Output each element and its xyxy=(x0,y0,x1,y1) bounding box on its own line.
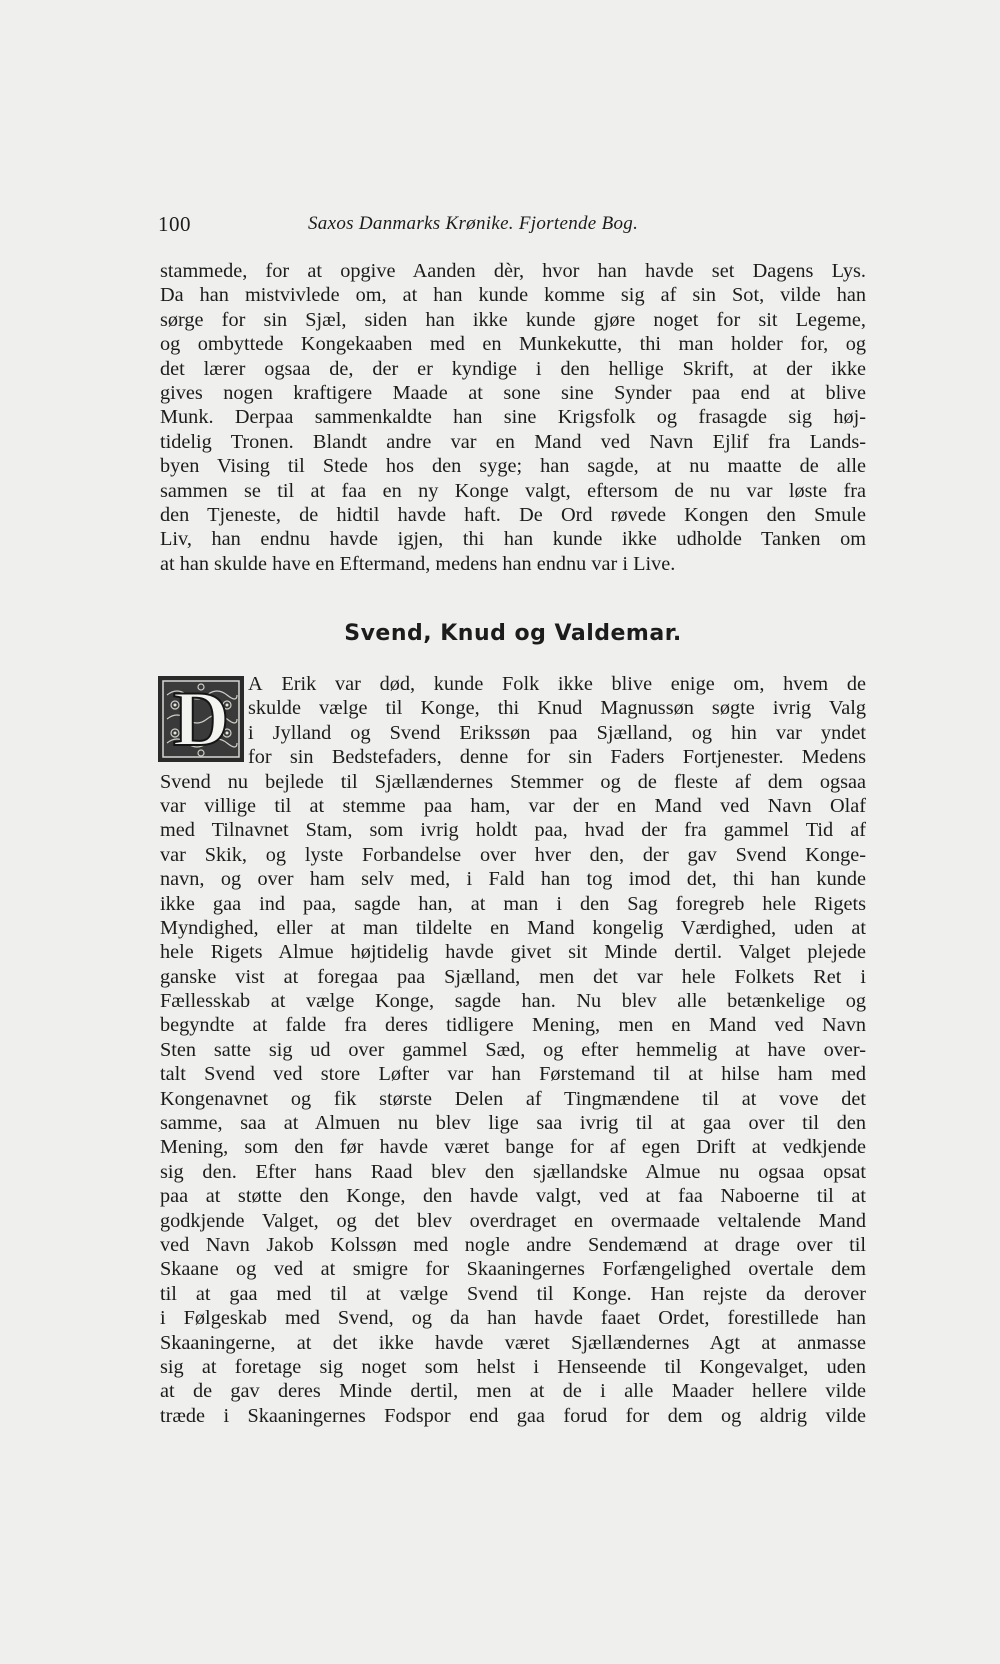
text-line: sig at foretage sig noget som helst i Henseende til Kongevalget, uden xyxy=(160,1355,866,1378)
text-line: Liv, han endnu havde igjen, thi han kunde ikke udholde Tanken om xyxy=(160,528,866,551)
text-line: hele Rigets Almue højtidelig havde givet sit Minde dertil. Valget plejede xyxy=(160,941,866,964)
text-line: paa at støtte den Konge, den havde valgt, ved at faa Naboerne til at xyxy=(160,1185,866,1208)
text-line: var villige til at stemme paa ham, var der en Mand ved Navn Olaf xyxy=(160,794,866,817)
running-head: Saxos Danmarks Krønike. Fjortende Bog. xyxy=(308,213,639,234)
text-line: Fællesskab at vælge Konge, sagde han. Nu blev alle betænkelige og xyxy=(160,990,866,1013)
text-line: tidelig Tronen. Blandt andre var en Mand ved Navn Ejlif fra Lands- xyxy=(160,430,866,453)
page-header xyxy=(158,212,868,242)
text-line: at han skulde have en Eftermand, medens han endnu var i Live. xyxy=(160,552,676,575)
text-line: navn, og over ham selv med, i Fald han tog imod det, thi han kunde xyxy=(160,868,866,891)
text-line: ganske vist at foregaa paa Sjælland, men det var hele Folkets Ret i xyxy=(160,965,866,988)
text-line: ikke gaa ind paa, sagde han, at man i den Sag foregreb hele Rigets xyxy=(160,892,866,915)
text-line: til at gaa med til at vælge Svend til Konge. Han rejste da derover xyxy=(160,1282,866,1305)
text-line: Kongenavnet og fik største Delen af Tingmændene til at vove det xyxy=(160,1087,866,1110)
text-line: træde i Skaaningernes Fodspor end gaa forud for dem og aldrig vilde xyxy=(160,1404,866,1427)
text-line: samme, saa at Almuen nu blev lige saa ivrig til at gaa over til den xyxy=(160,1112,866,1135)
text-line: var Skik, og lyste Forbandelse over hver den, der gav Svend Konge- xyxy=(160,843,866,866)
paragraph-2 xyxy=(160,672,866,1428)
text-line: og ombyttede Kongekaaben med en Munkekutte, thi man holder for, og xyxy=(160,333,866,356)
text-line: byen Vising til Stede hos den syge; han sagde, at nu maatte de alle xyxy=(160,455,866,478)
text-line: stammede, for at opgive Aanden dèr, hvor han havde set Dagens Lys. xyxy=(160,260,866,282)
text-line: begyndte at falde fra deres tidligere Mening, men en Mand ved Navn xyxy=(160,1014,866,1037)
text-line: ved Navn Jakob Kolssøn med nogle andre Sendemænd at drage over til xyxy=(160,1233,866,1256)
text-line: Da han mistvivlede om, at han kunde komme sig af sin Sot, vilde han xyxy=(160,284,866,307)
text-line: Sten satte sig ud over gammel Sæd, og efter hemmelig at have over- xyxy=(160,1038,866,1061)
text-line: skulde vælge til Konge, thi Knud Magnussøn søgte ivrig Valg xyxy=(248,697,866,720)
text-line: Mening, som den før havde været bange for af egen Drift at vedkjende xyxy=(160,1136,866,1159)
text-line: at de gav deres Minde dertil, men at de i alle Maader hellere vilde xyxy=(160,1380,866,1403)
text-line: sørge for sin Sjæl, siden han ikke kunde gjøre noget for sit Legeme, xyxy=(160,308,866,331)
text-line: med Tilnavnet Stam, som ivrig holdt paa, hvad der fra gammel Tid af xyxy=(160,819,866,842)
text-line: Skaane og ved at smigre for Skaaningernes Forfængelighed overtale dem xyxy=(160,1258,866,1281)
small-cap-letter: A xyxy=(248,673,263,695)
text-line: sig den. Efter hans Raad blev den sjællandske Almue nu ogsaa opsat xyxy=(160,1160,866,1183)
text-line: Skaaningerne, at det ikke havde været Sjællændernes Agt at anmasse xyxy=(160,1331,866,1354)
text-line: Myndighed, eller at man tildelte en Mand kongelig Værdighed, uden at xyxy=(160,916,866,939)
text-line: gives nogen kraftigere Maade at sone sine Synder paa end at blive xyxy=(160,381,866,404)
page-number: 100 xyxy=(158,212,191,236)
text-line: det lærer ogsaa de, der er kyndige i den hellige Skrift, at der ikke xyxy=(160,357,866,380)
text-line: godkjende Valget, og det blev overdraget en overmaade veltalende Mand xyxy=(160,1209,866,1232)
text-line: i Følgeskab med Svend, og da han havde faaet Ordet, forestillede han xyxy=(160,1307,866,1330)
section-title: Svend, Knud og Valdemar. xyxy=(344,621,682,646)
text-line: sammen se til at faa en ny Konge valgt, eftersom de nu var løste fra xyxy=(160,479,866,502)
text-line: den Tjeneste, de hidtil havde haft. De Ord røvede Kongen den Smule xyxy=(160,503,866,526)
text-line-rest: Erik var død, kunde Folk ikke blive enige om, hvem de xyxy=(262,673,866,695)
paragraph-1 xyxy=(160,259,866,576)
text-line: talt Svend ved store Løfter var han Førstemand til at hilse ham med xyxy=(160,1063,866,1086)
drop-cap-letter: D xyxy=(172,675,230,762)
text-line xyxy=(160,672,866,696)
text-line: i Jylland og Svend Erikssøn paa Sjælland, og hin var yndet xyxy=(248,721,866,744)
text-line: Svend nu bejlede til Sjællændernes Stemmer og de fleste af dem ogsaa xyxy=(160,770,866,793)
text-line: for sin Bedstefaders, denne for sin Faders Fortjenester. Medens xyxy=(248,746,866,769)
text-line: Munk. Derpaa sammenkaldte han sine Krigsfolk og frasagde sig høj- xyxy=(160,406,866,429)
